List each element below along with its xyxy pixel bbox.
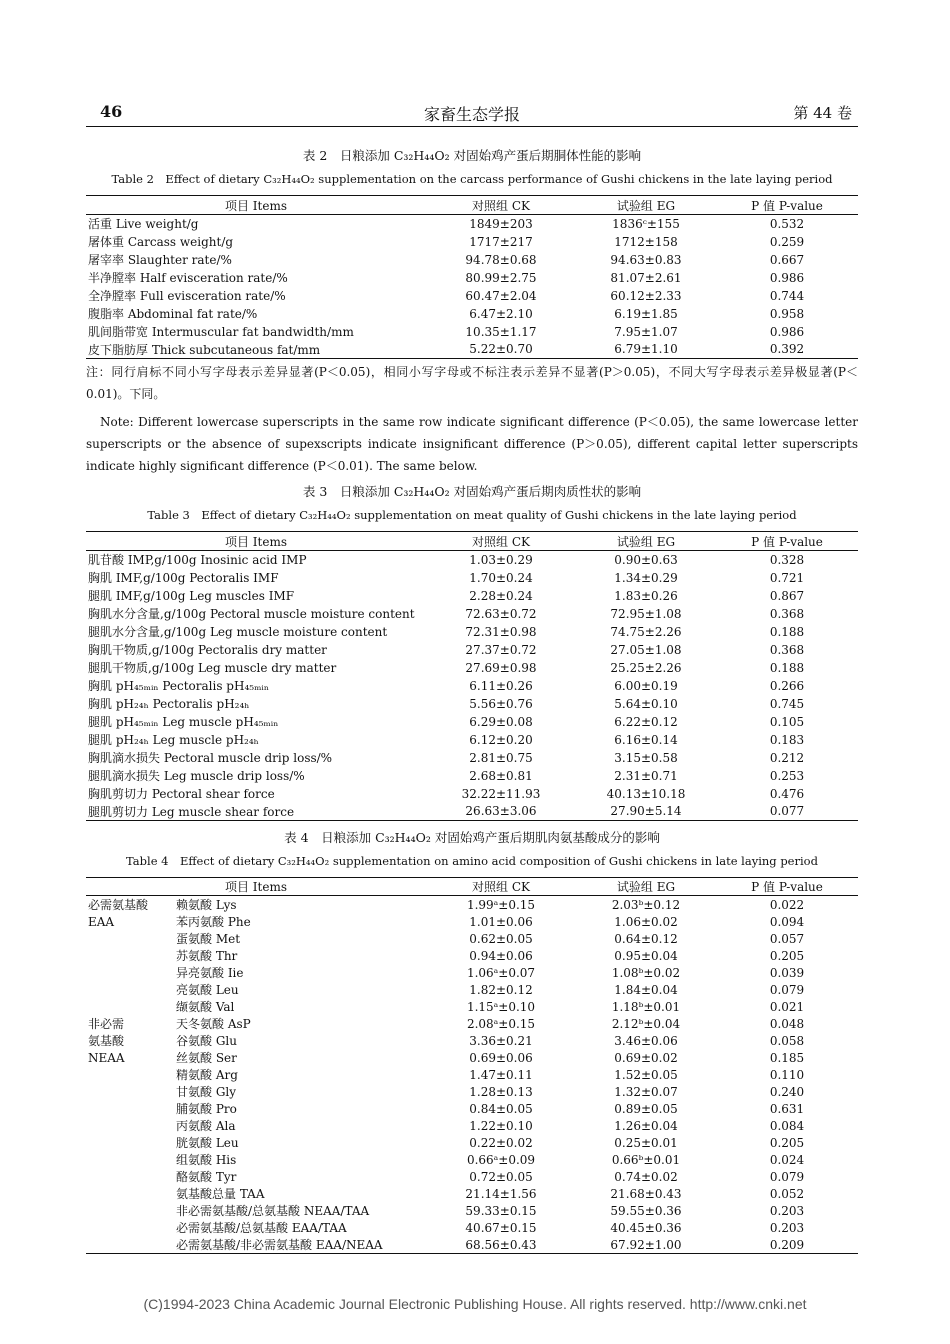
group-label <box>86 1100 174 1117</box>
cell-value: 2.81±0.75 <box>469 750 533 765</box>
cell-value: 27.05±1.08 <box>610 642 682 657</box>
cell-value: 2.31±0.71 <box>614 768 678 783</box>
copyright-footer: (C)1994-2023 China Academic Journal Electronic Publishing House. All rights reserved. http://www.cnki.net <box>143 1296 807 1312</box>
amino-acid-label: 必需氨基酸/非必需氨基酸 EAA/NEAA <box>176 1238 383 1253</box>
cell-value: 72.63±0.72 <box>465 606 537 621</box>
table-row <box>86 695 858 713</box>
column-header: 试验组 EG <box>616 534 676 549</box>
column-header: 试验组 EG <box>616 198 676 213</box>
cell-value: 1712±158 <box>614 234 678 249</box>
table-row <box>86 947 858 964</box>
table4 <box>86 877 858 1254</box>
table3 <box>86 531 858 821</box>
cell-value: 0.95±0.04 <box>614 948 678 963</box>
cell-value: 1.08ᵇ±0.02 <box>611 965 681 980</box>
volume-label: 第 44 卷 <box>793 104 852 122</box>
cell-value: 2.12ᵇ±0.04 <box>611 1016 681 1031</box>
cell-value: 0.052 <box>769 1186 805 1201</box>
cell-value: 27.37±0.72 <box>465 642 537 657</box>
cell-value: 0.259 <box>769 234 805 249</box>
table-row <box>86 1032 858 1049</box>
row-label: 腹脂率 Abdominal fat rate/% <box>88 307 258 321</box>
group-label: 非必需 <box>88 1017 125 1032</box>
table-note <box>86 361 858 477</box>
cell-value: 1.26±0.04 <box>614 1118 678 1133</box>
cell-value: 0.22±0.02 <box>469 1135 533 1150</box>
group-label <box>86 947 174 964</box>
table4-title-cn: 表 4 日粮添加 C₃₂H₄₄O₂ 对固始鸡产蛋后期肌肉氨基酸成分的影响 <box>284 830 660 845</box>
row-label: 活重 Live weight/g <box>88 217 199 232</box>
cell-value: 94.63±0.83 <box>610 252 682 267</box>
cell-value: 0.744 <box>769 288 805 303</box>
cell-value: 0.631 <box>769 1101 805 1116</box>
row-label: 腿肌滴水损失 Leg muscle drip loss/% <box>88 769 305 783</box>
cell-value: 0.986 <box>769 270 805 285</box>
cell-value: 2.68±0.81 <box>469 768 533 783</box>
cell-value: 74.75±2.26 <box>610 624 682 639</box>
cell-value: 0.958 <box>769 306 805 321</box>
cell-value: 94.78±0.68 <box>465 252 537 267</box>
cell-value: 0.89±0.05 <box>614 1101 678 1116</box>
row-label: 腿肌剪切力 Leg muscle shear force <box>88 804 295 819</box>
cell-value: 0.66ᵃ±0.09 <box>466 1152 536 1167</box>
cell-value: 7.95±1.07 <box>614 324 678 339</box>
cell-value: 1.22±0.10 <box>469 1118 533 1133</box>
table-row <box>86 1185 858 1202</box>
cell-value: 5.22±0.70 <box>469 342 533 357</box>
cell-value: 0.185 <box>769 1050 805 1065</box>
amino-acid-label: 苯丙氨酸 Phe <box>176 915 251 930</box>
row-label: 胸肌 pH₄₅ₘᵢₙ Pectoralis pH₄₅ₘᵢₙ <box>88 679 270 693</box>
table2-title-en: Table 2 Effect of dietary C₃₂H₄₄O₂ supplementation on the carcass performance of Gushi chickens in the late laying period <box>111 172 833 186</box>
cell-value: 1849±203 <box>469 216 533 231</box>
column-header: 对照组 CK <box>472 534 530 549</box>
cell-value: 72.31±0.98 <box>465 624 537 639</box>
table-row <box>86 1066 858 1083</box>
cell-value: 0.368 <box>769 606 805 621</box>
amino-acid-label: 酪氨酸 Tyr <box>176 1170 237 1185</box>
cell-value: 0.022 <box>769 897 805 912</box>
cell-value: 1.84±0.04 <box>614 982 678 997</box>
table3-title-en: Table 3 Effect of dietary C₃₂H₄₄O₂ supplementation on meat quality of Gushi chickens in the late laying period <box>147 508 797 522</box>
cell-value: 0.240 <box>769 1084 805 1099</box>
cell-value: 6.12±0.20 <box>469 732 533 747</box>
group-label: 必需氨基酸 <box>88 898 149 913</box>
group-label <box>86 1066 174 1083</box>
table-row <box>86 269 858 287</box>
cell-value: 59.55±0.36 <box>610 1203 682 1218</box>
table4-title-en: Table 4 Effect of dietary C₃₂H₄₄O₂ supplementation on amino acid composition of Gushi chickens in late laying period <box>126 854 818 868</box>
row-label: 胸肌滴水损失 Pectoral muscle drip loss/% <box>88 751 333 765</box>
group-label: 氨基酸 <box>88 1034 125 1049</box>
amino-acid-label: 赖氨酸 Lys <box>176 898 237 913</box>
table-row <box>86 913 858 930</box>
cell-value: 0.253 <box>769 768 805 783</box>
table-row <box>86 981 858 998</box>
page-header <box>86 100 858 127</box>
cell-value: 1.47±0.11 <box>469 1067 533 1082</box>
cell-value: 25.25±2.26 <box>610 660 682 675</box>
cell-value: 0.183 <box>769 732 805 747</box>
table-row <box>86 1049 858 1066</box>
table-row <box>86 1100 858 1117</box>
cell-value: 26.63±3.06 <box>465 804 537 819</box>
table-row <box>86 1202 858 1219</box>
cell-value: 40.45±0.36 <box>610 1220 682 1235</box>
cell-value: 0.328 <box>769 552 805 567</box>
row-label: 胸肌水分含量,g/100g Pectoral muscle moisture content <box>88 607 415 621</box>
amino-acid-label: 谷氨酸 Glu <box>176 1034 237 1049</box>
cell-value: 6.16±0.14 <box>614 732 678 747</box>
cell-value: 0.25±0.01 <box>614 1135 678 1150</box>
amino-acid-label: 胱氨酸 Leu <box>176 1136 239 1151</box>
table-row <box>86 641 858 659</box>
cell-value: 1.82±0.12 <box>469 982 533 997</box>
cell-value: 0.105 <box>769 714 805 729</box>
cell-value: 6.22±0.12 <box>614 714 678 729</box>
cell-value: 0.021 <box>769 999 805 1014</box>
cell-value: 0.110 <box>769 1067 805 1082</box>
table-row <box>86 1151 858 1168</box>
table-row <box>86 767 858 785</box>
group-label <box>86 998 174 1015</box>
group-label <box>86 1151 174 1168</box>
cell-value: 0.986 <box>769 324 805 339</box>
cell-value: 0.094 <box>769 914 805 929</box>
cell-value: 32.22±11.93 <box>461 786 541 801</box>
table-row <box>86 677 858 695</box>
row-label: 腿肌干物质,g/100g Leg muscle dry matter <box>88 661 337 675</box>
header-row <box>86 878 858 896</box>
row-label: 胸肌 IMF,g/100g Pectoralis IMF <box>88 571 279 585</box>
cell-value: 68.56±0.43 <box>465 1237 537 1252</box>
cell-value: 0.039 <box>769 965 805 980</box>
cell-value: 6.00±0.19 <box>614 678 678 693</box>
cell-value: 1717±217 <box>469 234 533 249</box>
cell-value: 0.476 <box>769 786 805 801</box>
table-row <box>86 1134 858 1151</box>
table-row <box>86 569 858 587</box>
table-row <box>86 1083 858 1100</box>
cell-value: 0.188 <box>769 660 805 675</box>
amino-acid-label: 氨基酸总量 TAA <box>176 1187 265 1202</box>
table-row <box>86 623 858 641</box>
table-row <box>86 215 858 233</box>
cell-value: 0.057 <box>769 931 805 946</box>
amino-acid-label: 脯氨酸 Pro <box>176 1102 237 1117</box>
row-label: 胸肌干物质,g/100g Pectoralis dry matter <box>88 643 327 657</box>
cell-value: 1.15ᵃ±0.10 <box>466 999 536 1014</box>
cell-value: 5.56±0.76 <box>469 696 533 711</box>
cell-value: 21.68±0.43 <box>610 1186 682 1201</box>
table-row <box>86 323 858 341</box>
table3-title-cn: 表 3 日粮添加 C₃₂H₄₄O₂ 对固始鸡产蛋后期肉质性状的影响 <box>302 484 642 499</box>
group-label <box>86 1083 174 1100</box>
cell-value: 2.08ᵃ±0.15 <box>466 1016 536 1031</box>
amino-acid-label: 天冬氨酸 AsP <box>176 1017 251 1032</box>
cell-value: 0.212 <box>769 750 805 765</box>
cell-value: 0.203 <box>769 1220 805 1235</box>
cell-value: 1.70±0.24 <box>469 570 533 585</box>
journal-title: 家畜生态学报 <box>423 105 520 124</box>
group-label: EAA <box>88 914 115 929</box>
cell-value: 0.048 <box>769 1016 805 1031</box>
cell-value: 1.01±0.06 <box>469 914 533 929</box>
cell-value: 1.52±0.05 <box>614 1067 678 1082</box>
group-label <box>86 1134 174 1151</box>
amino-acid-label: 必需氨基酸/总氨基酸 EAA/TAA <box>176 1221 347 1236</box>
table-row <box>86 785 858 803</box>
header-row <box>86 196 858 215</box>
group-label <box>86 1168 174 1185</box>
cell-value: 0.266 <box>769 678 805 693</box>
table-row <box>86 1236 858 1254</box>
cell-value: 3.36±0.21 <box>469 1033 533 1048</box>
cell-value: 0.368 <box>769 642 805 657</box>
cell-value: 60.47±2.04 <box>465 288 537 303</box>
cell-value: 0.74±0.02 <box>614 1169 678 1184</box>
cell-value: 21.14±1.56 <box>465 1186 537 1201</box>
cell-value: 3.46±0.06 <box>614 1033 678 1048</box>
row-label: 腿肌 IMF,g/100g Leg muscles IMF <box>88 589 295 603</box>
group-label <box>86 1236 174 1254</box>
cell-value: 0.079 <box>769 982 805 997</box>
column-header: 项目 Items <box>224 880 288 895</box>
table-row <box>86 251 858 269</box>
table-row <box>86 1015 858 1032</box>
table-row <box>86 605 858 623</box>
header-row <box>86 532 858 551</box>
cell-value: 27.90±5.14 <box>610 804 682 819</box>
table-row <box>86 233 858 251</box>
row-label: 胸肌剪切力 Pectoral shear force <box>88 787 275 801</box>
cell-value: 40.67±0.15 <box>465 1220 537 1235</box>
cell-value: 80.99±2.75 <box>465 270 537 285</box>
cell-value: 1.32±0.07 <box>614 1084 678 1099</box>
row-label: 半净膛率 Half evisceration rate/% <box>88 271 288 285</box>
cell-value: 0.392 <box>769 342 805 357</box>
amino-acid-label: 蛋氨酸 Met <box>176 932 241 947</box>
amino-acid-label: 非必需氨基酸/总氨基酸 NEAA/TAA <box>176 1204 370 1219</box>
cell-value: 3.15±0.58 <box>614 750 678 765</box>
note-en: Note: Different lowercase superscripts in the same row indicate significant difference (P＜0.05), the same lowercase letter superscripts or the absence of supexscripts indicate insignificant difference (P＞0.05), different capital letter superscripts indicate highly significant difference (P＜0.01). The same below. <box>86 415 858 473</box>
group-label <box>86 964 174 981</box>
cell-value: 0.721 <box>769 570 805 585</box>
cell-value: 10.35±1.17 <box>465 324 537 339</box>
row-label: 胸肌 pH₂₄ₕ Pectoralis pH₂₄ₕ <box>88 697 250 711</box>
cell-value: 0.077 <box>769 804 805 819</box>
cell-value: 0.209 <box>769 1237 805 1252</box>
cell-value: 60.12±2.33 <box>610 288 682 303</box>
group-label <box>86 1219 174 1236</box>
column-header: 项目 Items <box>224 198 288 213</box>
cell-value: 0.079 <box>769 1169 805 1184</box>
amino-acid-label: 丝氨酸 Ser <box>176 1051 237 1066</box>
table-row <box>86 930 858 947</box>
table-row <box>86 305 858 323</box>
cell-value: 6.19±1.85 <box>614 306 678 321</box>
cell-value: 0.69±0.06 <box>469 1050 533 1065</box>
cell-value: 0.058 <box>769 1033 805 1048</box>
cell-value: 0.205 <box>769 1135 805 1150</box>
cell-value: 5.64±0.10 <box>614 696 678 711</box>
page-number: 46 <box>100 102 123 121</box>
row-label: 腿肌 pH₂₄ₕ Leg muscle pH₂₄ₕ <box>88 733 259 747</box>
cell-value: 72.95±1.08 <box>610 606 682 621</box>
table-row <box>86 998 858 1015</box>
cell-value: 0.532 <box>769 216 805 231</box>
cell-value: 67.92±1.00 <box>610 1237 682 1252</box>
row-label: 腿肌 pH₄₅ₘᵢₙ Leg muscle pH₄₅ₘᵢₙ <box>88 715 279 729</box>
cell-value: 6.11±0.26 <box>469 678 533 693</box>
cell-value: 0.66ᵇ±0.01 <box>611 1152 681 1167</box>
cell-value: 0.084 <box>769 1118 805 1133</box>
table-row <box>86 551 858 569</box>
cell-value: 0.84±0.05 <box>469 1101 533 1116</box>
group-label <box>86 930 174 947</box>
cell-value: 6.79±1.10 <box>614 342 678 357</box>
cell-value: 0.203 <box>769 1203 805 1218</box>
table-row <box>86 803 858 821</box>
cell-value: 1.06ᵃ±0.07 <box>466 965 536 980</box>
table-row <box>86 287 858 305</box>
cell-value: 1.06±0.02 <box>614 914 678 929</box>
amino-acid-label: 缬氨酸 Val <box>176 1000 235 1015</box>
row-label: 屠体重 Carcass weight/g <box>88 235 234 249</box>
cell-value: 0.667 <box>769 252 805 267</box>
table-row <box>86 713 858 731</box>
row-label: 全净膛率 Full evisceration rate/% <box>88 289 286 303</box>
cell-value: 0.205 <box>769 948 805 963</box>
table2-title-cn: 表 2 日粮添加 C₃₂H₄₄O₂ 对固始鸡产蛋后期胴体性能的影响 <box>302 148 642 163</box>
cell-value: 0.90±0.63 <box>614 552 678 567</box>
cell-value: 27.69±0.98 <box>465 660 537 675</box>
cell-value: 0.024 <box>769 1152 805 1167</box>
amino-acid-label: 异亮氨酸 Iie <box>176 966 244 981</box>
cell-value: 2.03ᵇ±0.12 <box>611 897 681 912</box>
group-label: NEAA <box>88 1050 125 1065</box>
column-header: P 值 P-value <box>751 198 823 213</box>
cell-value: 6.29±0.08 <box>469 714 533 729</box>
row-label: 皮下脂肪厚 Thick subcutaneous fat/mm <box>88 342 321 357</box>
column-header: 对照组 CK <box>472 198 530 213</box>
cell-value: 0.94±0.06 <box>469 948 533 963</box>
group-label <box>86 1185 174 1202</box>
row-label: 屠宰率 Slaughter rate/% <box>88 253 232 267</box>
row-label: 肌间脂带宽 Intermuscular fat bandwidth/mm <box>88 325 354 339</box>
cell-value: 0.69±0.02 <box>614 1050 678 1065</box>
table-row <box>86 341 858 359</box>
amino-acid-label: 亮氨酸 Leu <box>176 983 239 998</box>
row-label: 肌苷酸 IMP,g/100g Inosinic acid IMP <box>88 553 307 568</box>
table-row <box>86 659 858 677</box>
cell-value: 1.99ᵃ±0.15 <box>466 897 536 912</box>
cell-value: 0.745 <box>769 696 805 711</box>
cell-value: 81.07±2.61 <box>610 270 682 285</box>
row-label: 腿肌水分含量,g/100g Leg muscle moisture content <box>88 625 388 639</box>
column-header: 试验组 EG <box>616 880 676 895</box>
cell-value: 1.83±0.26 <box>614 588 678 603</box>
cell-value: 0.62±0.05 <box>469 931 533 946</box>
cell-value: 1.28±0.13 <box>469 1084 533 1099</box>
amino-acid-label: 苏氨酸 Thr <box>176 949 238 964</box>
table-row <box>86 749 858 767</box>
cell-value: 0.64±0.12 <box>614 931 678 946</box>
amino-acid-label: 组氨酸 His <box>176 1153 237 1168</box>
cell-value: 1836ᶜ±155 <box>612 216 680 231</box>
group-label <box>86 1202 174 1219</box>
cell-value: 0.72±0.05 <box>469 1169 533 1184</box>
cell-value: 1.34±0.29 <box>614 570 678 585</box>
table-row <box>86 896 858 914</box>
table-row <box>86 731 858 749</box>
table-row <box>86 587 858 605</box>
group-label <box>86 981 174 998</box>
cell-value: 6.47±2.10 <box>469 306 533 321</box>
column-header: 项目 Items <box>224 534 288 549</box>
column-header: P 值 P-value <box>751 534 823 549</box>
table2 <box>86 195 858 359</box>
column-header: P 值 P-value <box>751 880 823 895</box>
table-row <box>86 1168 858 1185</box>
amino-acid-label: 精氨酸 Arg <box>176 1068 238 1083</box>
amino-acid-label: 丙氨酸 Ala <box>176 1119 236 1134</box>
group-label <box>86 1117 174 1134</box>
table-row <box>86 1219 858 1236</box>
cell-value: 1.18ᵇ±0.01 <box>611 999 681 1014</box>
amino-acid-label: 甘氨酸 Gly <box>176 1085 237 1100</box>
table-row <box>86 1117 858 1134</box>
table-row <box>86 964 858 981</box>
cell-value: 40.13±10.18 <box>606 786 686 801</box>
cell-value: 0.867 <box>769 588 805 603</box>
cell-value: 1.03±0.29 <box>469 552 533 567</box>
cell-value: 0.188 <box>769 624 805 639</box>
note-cn: 注：同行肩标不同小写字母表示差异显著(P＜0.05)，相同小写字母或不标注表示差异不显著(P＞0.05)，不同大写字母表示差异极显著(P＜0.01)。下同。 <box>86 365 858 401</box>
cell-value: 59.33±0.15 <box>465 1203 537 1218</box>
column-header: 对照组 CK <box>472 880 530 895</box>
cell-value: 2.28±0.24 <box>469 588 533 603</box>
